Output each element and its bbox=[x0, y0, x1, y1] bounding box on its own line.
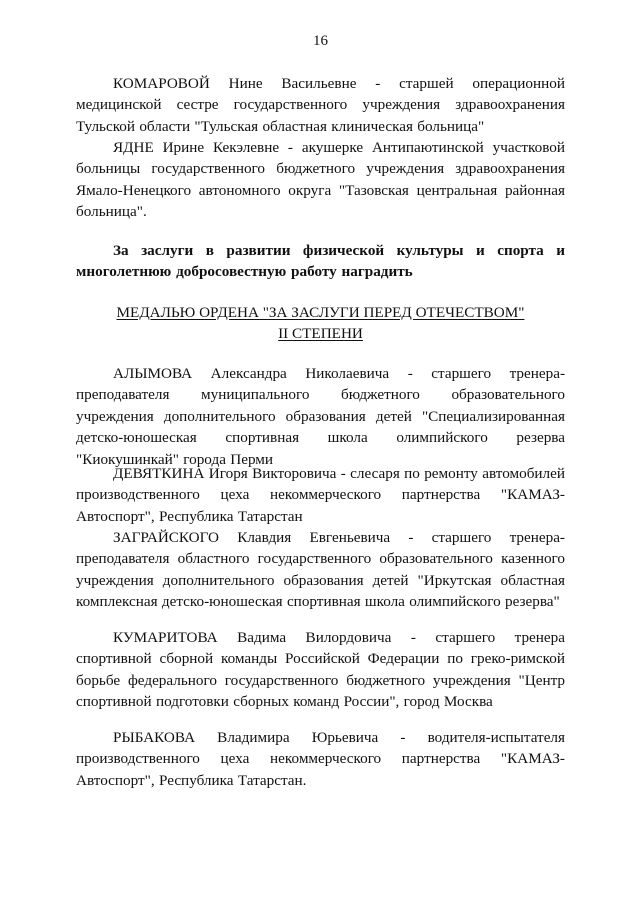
award-entry-yadne: ЯДНЕ Ирине Кекэлевне - акушерке Антипаютинской участковой больницы государственного бюджетного учреждения здравоохранения Ямало-Ненецкого автономного округа "Тазовская центральная районная больница". bbox=[76, 139, 565, 221]
award-title-line1-text: МЕДАЛЬЮ ОРДЕНА "ЗА ЗАСЛУГИ ПЕРЕД ОТЕЧЕСТВОМ" bbox=[116, 304, 525, 321]
award-entry-zagraisky: ЗАГРАЙСКОГО Клавдия Евгеньевича - старшего тренера-преподавателя областного государственного образовательного казенного учреждения дополнительного образования детей "Иркутская областная комплексная детско-юношеская спортивная школа олимпийского резерва" bbox=[76, 529, 565, 611]
award-title-line2-text: II СТЕПЕНИ bbox=[278, 325, 363, 342]
page-number: 16 bbox=[313, 33, 328, 49]
award-title-line1 bbox=[76, 302, 565, 323]
award-entry-rybakov: РЫБАКОВА Владимира Юрьевича - водителя-испытателя производственного цеха некоммерческого партнерства "КАМАЗ-Автоспорт", Республика Татарстан. bbox=[76, 729, 565, 789]
award-entry-alymov: АЛЫМОВА Александра Николаевича - старшего тренера-преподавателя муниципального бюджетного образовательного учреждения дополнительного образования детей "Специализированная детско-юношеская спортивная школа олимпийского резерва "Киокушинкай" города Перми bbox=[76, 365, 565, 468]
award-entry-devyatkin: ДЕВЯТКИНА Игоря Викторовича - слесаря по ремонту автомобилей производственного цеха некоммерческого партнерства "КАМАЗ-Автоспорт", Республика Татарстан bbox=[76, 465, 565, 525]
award-entry-kumaritov: КУМАРИТОВА Вадима Вилордовича - старшего тренера спортивной сборной команды Российской Федерации по греко-римской борьбе федерального государственного бюджетного учреждения "Центр спортивной подготовки сборных команд России", город Москва bbox=[76, 629, 565, 711]
section-heading: За заслуги в развитии физической культуры и спорта и многолетнюю добросовестную работу наградить bbox=[76, 242, 565, 281]
award-entry-komarova: КОМАРОВОЙ Нине Васильевне - старшей операционной медицинской сестре государственного учреждения здравоохранения Тульской области "Тульская областная клиническая больница" bbox=[76, 75, 565, 135]
award-title-line2 bbox=[76, 323, 565, 344]
